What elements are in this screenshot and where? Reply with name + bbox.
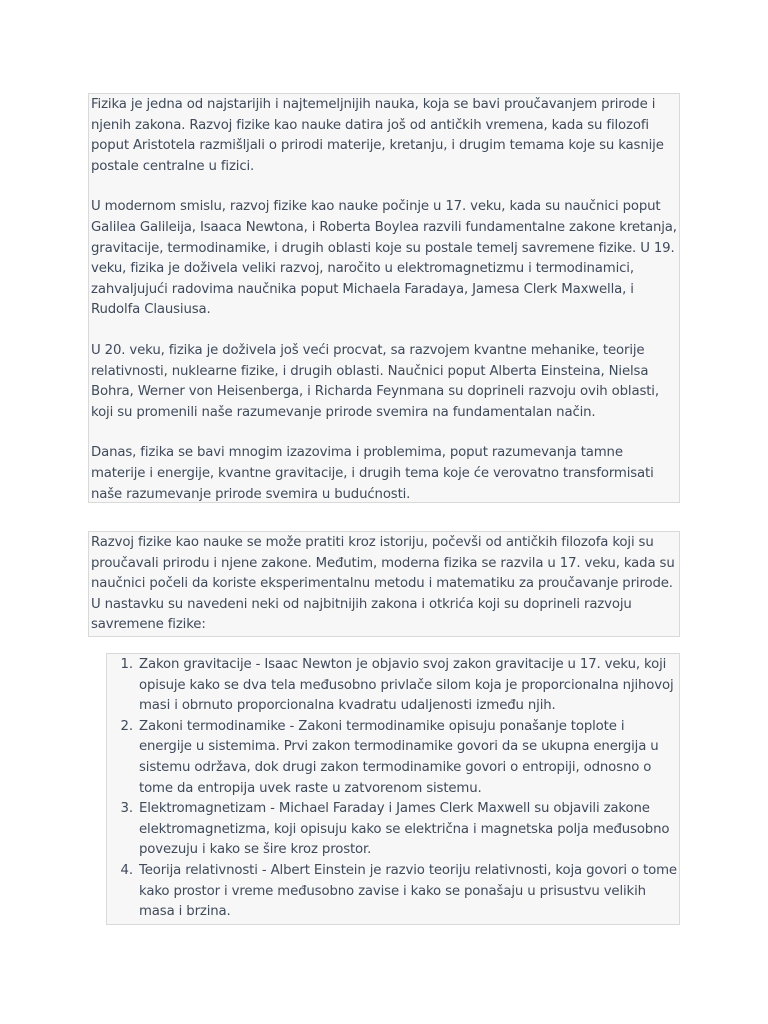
intro-paragraph-2: U modernom smislu, razvoj fizike kao nauke počinje u 17. veku, kada su naučnici poput Galilea Galileija, Isaaca Newtona, i Roberta Boylea razvili fundamentalne zakone kretanja, gravitacije, termodinamike, i drugih oblasti koje su postale temelj savremene fizike. U 19. veku, fizika je doživela veliki razvoj, naročito u elektromagnetizmu i termodinamici, zahvaljujući radovima naučnika poput Michaela Faradaya, Jamesa Clerk Maxwella, i Rudolfa Clausiusa. bbox=[91, 199, 677, 318]
development-paragraph: Razvoj fizike kao nauke se može pratiti kroz istoriju, počevši od antičkih filozofa koji su proučavali prirodu i njene zakone. Međutim, moderna fizika se razvila u 17. veku, kada su naučnici počeli da koriste eksperimentalnu metodu i matematiku za proučavanje prirode. U nastavku su navedeni neki od najbitnijih zakona i otkrića koji su doprineli razvoju savremene fizike: bbox=[91, 535, 675, 633]
development-text-block bbox=[88, 531, 680, 637]
intro-paragraph-3: U 20. veku, fizika je doživela još veći procvat, sa razvojem kvantne mehanike, teorije relativnosti, nuklearne fizike, i drugih oblasti. Naučnici poput Alberta Einsteina, Nielsa Bohra, Werner von Heisenberga, i Richarda Feynmana su doprineli razvoju ovih oblasti, koji su promenili naše razumevanje prirode svemira na fundamentalan način. bbox=[91, 342, 659, 420]
list-item-thermodynamics: 2. Zakoni termodinamike - Zakoni termodinamike opisuju ponašanje toplote i energije u sistemima. Prvi zakon termodinamike govori da se ukupna energija u sistemu održava, dok drugi zakon termodinamike govori o entropiji, odnosno o tome da entropija uvek raste u zatvorenom sistemu. bbox=[137, 717, 677, 799]
list-item-electromagnetism: 3. Elektromagnetizam - Michael Faraday i James Clerk Maxwell su objavili zakone elektromagnetizma, koji opisuju kako se električna i magnetska polja međusobno povezuju i kako se šire kroz prostor. bbox=[137, 799, 677, 861]
list-item-relativity: 4. Teorija relativnosti - Albert Einstein je razvio teoriju relativnosti, koja govori o tome kako prostor i vreme međusobno zavise i kako se ponašaju u prisustvu velikih masa i brzina. bbox=[137, 861, 677, 923]
laws-list-block bbox=[106, 653, 680, 925]
intro-paragraph-4: Danas, fizika se bavi mnogim izazovima i problemima, poput razumevanja tamne materije i energije, kvantne gravitacije, i drugih tema koje će verovatno transformisati naše razumevanje prirode svemira u budućnosti. bbox=[91, 445, 654, 502]
list-item-gravitation: 1. Zakon gravitacije - Isaac Newton je objavio svoj zakon gravitacije u 17. veku, koji opisuje kako se dva tela međusobno privlače silom koja je proporcionalna njihovoj masi i obrnuto proporcionalna kvadratu udaljenosti između njih. bbox=[137, 655, 677, 717]
intro-text-block bbox=[88, 93, 680, 503]
laws-list bbox=[109, 655, 677, 923]
intro-paragraph-1: Fizika je jedna od najstarijih i najtemeljnijih nauka, koja se bavi proučavanjem prirode i njenih zakona. Razvoj fizike kao nauke datira još od antičkih vremena, kada su filozofi poput Aristotela razmišljali o prirodi materije, kretanju, i drugim temama koje su kasnije postale centralne u fizici. bbox=[91, 97, 664, 174]
